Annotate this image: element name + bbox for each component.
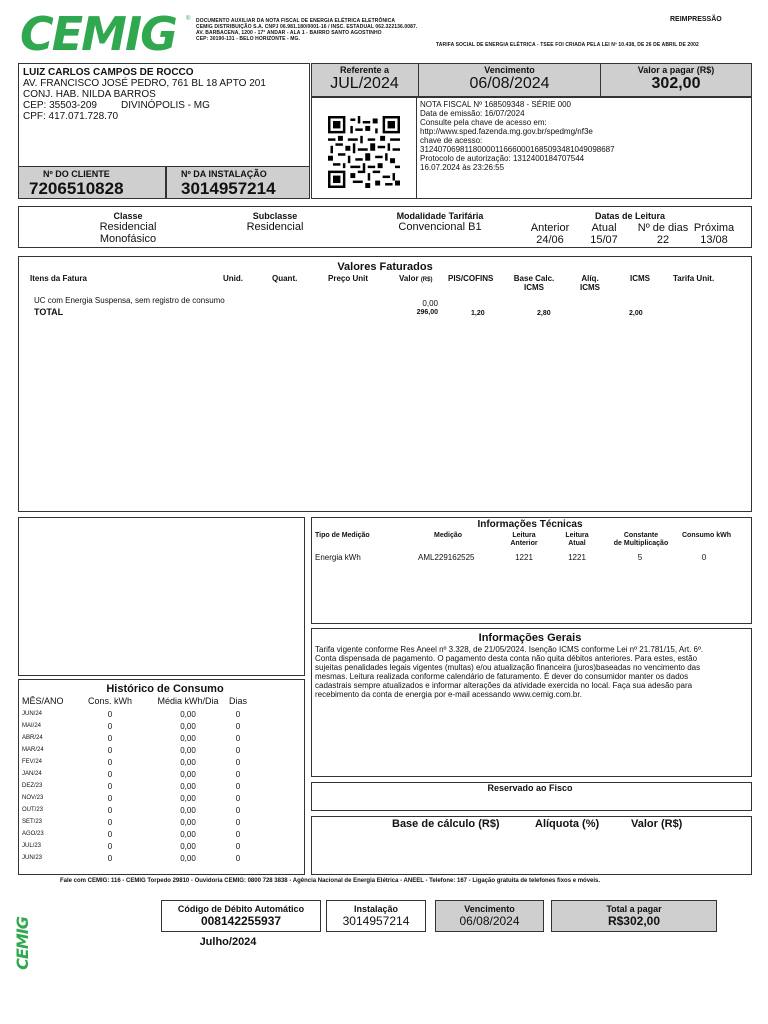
gerais-line: sujeitas penalidades legais vigentes (multas) e/ou atualização financeira (juros)baseadas no vencimento das — [315, 663, 701, 672]
gerais-line: Tarifa vigente conforme Res Aneel nº 3.328, de 21/05/2024. Isenção ICMS conforme Lei nº 21.781/15, Art. 6º. — [315, 645, 704, 654]
stub-total-box — [551, 900, 717, 932]
hist-media: 0,00 — [180, 734, 196, 743]
fisco-base: Base de cálculo (R$) — [392, 818, 500, 830]
col-pis: PIS/COFINS — [448, 274, 494, 283]
doc-line: CEMIG DISTRIBUIÇÃO S.A. CNPJ 06.981.180/0001-16 / INSC. ESTADUAL 062.322136.0087. — [196, 24, 418, 30]
due-value: 06/08/2024 — [469, 75, 550, 92]
gerais-line: Conta dispensada de pagamento. O pagamento desta conta não quita débitos anteriores. Para estes, estão — [315, 654, 698, 663]
hist-media: 0,00 — [180, 854, 196, 863]
subclasse-value: Residencial — [246, 221, 304, 233]
anterior-value: 24/06 — [536, 234, 564, 246]
client-number-label: Nº DO CLIENTE — [43, 169, 110, 179]
nota-fiscal-info — [420, 100, 750, 172]
nota-line: 16.07.2024 às 23:26:55 — [420, 163, 505, 172]
hist-cons: 0 — [107, 734, 113, 743]
doc-line: DOCUMENTO AUXILIAR DA NOTA FISCAL DE ENERGIA ELÉTRICA ELETRÔNICA — [196, 18, 396, 24]
hist-cons: 0 — [107, 818, 113, 827]
stub-due-value: 06/08/2024 — [459, 914, 520, 928]
hist-media: 0,00 — [180, 770, 196, 779]
hist-mes: ABR/24 — [22, 735, 43, 741]
stub-due-box — [435, 900, 544, 932]
customer-cep: CEP: 35503-209 — [23, 100, 97, 111]
fisco-aliquota: Alíquota (%) — [535, 818, 600, 830]
contact-line: Fale com CEMIG: 116 - CEMIG Torpedo 29810 - Ouvidoria CEMIG: 0800 728 3838 - Agência Nacional de Energia Elétrica - ANEEL - Telefone: 167 - Ligação gratuita de telefones fixos e móveis. — [60, 878, 601, 884]
hist-row — [22, 770, 262, 779]
hist-dias: 0 — [235, 794, 241, 803]
hist-cons: 0 — [107, 854, 113, 863]
qr-code-icon — [328, 116, 400, 188]
tec-col-anterior-2: Anterior — [510, 540, 538, 547]
hist-media: 0,00 — [180, 830, 196, 839]
atual-value: 15/07 — [590, 234, 618, 246]
installation-label: Nº DA INSTALAÇÃO — [181, 169, 267, 179]
total-pis: 1,20 — [471, 310, 485, 317]
hist-dias: 0 — [235, 806, 241, 815]
hist-row — [22, 830, 262, 839]
tec-atual: 1221 — [568, 553, 586, 562]
customer-city: DIVINÓPOLIS - MG — [121, 100, 210, 111]
valores-box — [18, 256, 752, 512]
tec-col-constante — [604, 532, 678, 548]
col-aliq-line2: ICMS — [580, 283, 600, 292]
fisco-valor: Valor (R$) — [631, 818, 683, 830]
reading-dates — [527, 222, 737, 246]
hist-col-cons: Cons. kWh — [87, 696, 132, 706]
hist-row — [22, 710, 262, 719]
hist-cons: 0 — [107, 782, 113, 791]
nota-line: Protocolo de autorização: 1312400184707544 — [420, 154, 585, 163]
hist-dias: 0 — [235, 746, 241, 755]
col-itens: Itens da Fatura — [30, 274, 87, 283]
hist-col-media: Média kWh/Dia — [157, 696, 219, 706]
hist-col-dias: Dias — [228, 696, 247, 706]
doc-line: AV. BARBACENA, 1200 - 17° ANDAR - ALA 1 - BAIRRO SANTO AGOSTINHO — [196, 30, 382, 36]
hist-cons: 0 — [107, 722, 113, 731]
hist-mes: FEV/24 — [22, 759, 43, 765]
hist-cons: 0 — [107, 770, 113, 779]
classe-value2: Monofásico — [99, 233, 157, 245]
proxima-label: Próxima — [693, 222, 735, 234]
subclasse-label: Subclasse — [252, 211, 298, 221]
hist-dias: 0 — [235, 818, 241, 827]
tec-col-atual — [555, 532, 599, 548]
hist-dias: 0 — [235, 770, 241, 779]
col-base-line2: ICMS — [524, 283, 544, 292]
tec-consumo: 0 — [701, 553, 707, 562]
tec-col-consumo: Consumo kWh — [682, 532, 731, 539]
customer-address2: CONJ. HAB. NILDA BARROS — [23, 89, 156, 100]
proxima-value: 13/08 — [700, 234, 728, 246]
nota-line: Consulte pela chave de acesso em: — [420, 118, 547, 127]
company-info — [196, 18, 456, 42]
tec-col-atual-2: Atual — [568, 540, 586, 547]
hist-mes: JUN/24 — [22, 711, 43, 717]
debito-box — [161, 900, 321, 932]
stub-month: Julho/2024 — [199, 936, 257, 948]
hist-media: 0,00 — [180, 710, 196, 719]
hist-dias: 0 — [235, 830, 241, 839]
col-preco: Preço Unit — [328, 274, 369, 283]
hist-media: 0,00 — [180, 794, 196, 803]
cemig-logo: CEMIG — [20, 7, 176, 61]
tec-col-atual-1: Leitura — [565, 532, 589, 539]
col-unid: Unid. — [223, 274, 243, 283]
client-number: 7206510828 — [29, 179, 124, 198]
doc-line: CEP: 30190-131 - BELO HORIZONTE - MG. — [196, 36, 300, 42]
hist-media: 0,00 — [180, 818, 196, 827]
customer-name: LUIZ CARLOS CAMPOS DE ROCCO — [23, 67, 194, 78]
customer-info — [23, 67, 303, 122]
installation-number: 3014957214 — [181, 179, 276, 198]
tec-col-tipo: Tipo de Medição — [315, 532, 370, 539]
stub-due-label: Vencimento — [464, 904, 515, 914]
hist-row — [22, 854, 262, 863]
item-desc: UC com Energia Suspensa, sem registro de consumo — [34, 296, 225, 305]
nota-access-key: 31240706981180000116660001685093481049098687 — [420, 145, 615, 154]
gerais-line: mesmas. Leitura realizada conforme calendário de faturamento. É dever do consumidor manter os dados — [315, 672, 689, 681]
hist-row — [22, 842, 262, 851]
hist-row — [22, 818, 262, 827]
classe-col — [78, 211, 178, 245]
hist-cons: 0 — [107, 758, 113, 767]
dias-value: 22 — [656, 234, 670, 246]
hist-mes: JAN/24 — [22, 771, 42, 777]
gerais-line: cadastrais sempre atualizados e informar alterações da atividade exercida no local. Faça sua adesão para — [315, 681, 693, 690]
hist-row — [22, 806, 262, 815]
hist-dias: 0 — [235, 842, 241, 851]
hist-cons: 0 — [107, 806, 113, 815]
hist-mes: MAI/24 — [22, 723, 42, 729]
hist-media: 0,00 — [180, 806, 196, 815]
registered-mark: ® — [186, 16, 191, 22]
stub-total-label: Total a pagar — [606, 904, 662, 914]
hist-mes: SET/23 — [22, 819, 43, 825]
col-icms: ICMS — [630, 274, 650, 283]
datas-label: Datas de Leitura — [594, 211, 666, 221]
due-label: Vencimento — [484, 65, 535, 75]
col-valor-unit: (R$) — [420, 277, 433, 283]
summary-row — [311, 63, 752, 97]
hist-cons: 0 — [107, 830, 113, 839]
total-label: TOTAL — [34, 307, 64, 317]
tec-col-constante-2: de Multiplicação — [613, 540, 669, 547]
stub-install-label: Instalação — [353, 904, 399, 914]
ref-value: JUL/2024 — [330, 75, 399, 92]
modalidade-label: Modalidade Tarifária — [396, 211, 484, 221]
hist-cons: 0 — [107, 710, 113, 719]
hist-row — [22, 758, 262, 767]
tec-constante: 5 — [637, 553, 643, 562]
classe-label: Classe — [113, 211, 143, 221]
classe-value: Residencial — [99, 221, 157, 233]
nota-line: chave de acesso: — [420, 136, 483, 145]
hist-row — [22, 722, 262, 731]
col-aliq — [574, 274, 606, 292]
customer-cpf: CPF: 417.071.728.70 — [23, 111, 119, 122]
col-tarifa: Tarifa Unit. — [673, 274, 715, 283]
hist-cons: 0 — [107, 794, 113, 803]
gerais-title: Informações Gerais — [478, 632, 582, 644]
divider — [416, 97, 417, 199]
hist-mes: OUT/23 — [22, 807, 44, 813]
customer-address1: AV. FRANCISCO JOSÉ PEDRO, 761 BL 18 APTO 201 — [23, 78, 266, 89]
hist-media: 0,00 — [180, 782, 196, 791]
reprint-label: REIMPRESSÃO — [670, 16, 722, 23]
hist-row — [22, 746, 262, 755]
hist-row — [22, 782, 262, 791]
modalidade-value: Convencional B1 — [398, 221, 482, 233]
hist-dias: 0 — [235, 854, 241, 863]
nota-line: Data de emissão: 16/07/2024 — [420, 109, 525, 118]
tec-col-anterior — [502, 532, 546, 548]
hist-dias: 0 — [235, 722, 241, 731]
social-tariff: TARIFA SOCIAL DE ENERGIA ELÉTRICA - TSEE FOI CRIADA PELA LEI Nº 10.438, DE 26 DE ABRIL DE 2002 — [436, 42, 699, 48]
hist-mes: JUN/23 — [22, 855, 43, 861]
hist-dias: 0 — [235, 734, 241, 743]
dias-label: Nº de dias — [637, 222, 689, 234]
hist-row — [22, 794, 262, 803]
hist-dias: 0 — [235, 710, 241, 719]
hist-media: 0,00 — [180, 758, 196, 767]
hist-mes: AGO/23 — [22, 831, 44, 837]
total-base: 2,80 — [537, 310, 551, 317]
col-valor-label: Valor — [399, 274, 419, 283]
total-icms: 2,00 — [629, 310, 643, 317]
side-cemig-logo — [10, 916, 40, 976]
hist-media: 0,00 — [180, 746, 196, 755]
hist-dias: 0 — [235, 758, 241, 767]
hist-media: 0,00 — [180, 722, 196, 731]
side-logo-text: CEMIG — [12, 917, 32, 970]
col-base — [508, 274, 560, 292]
hist-col-mes: MÊS/ANO — [22, 696, 64, 706]
atual-label: Atual — [591, 222, 617, 234]
fisco-values-box — [311, 816, 752, 875]
installation-number-box — [166, 166, 310, 199]
pay-value: 302,00 — [651, 75, 701, 92]
anterior-label: Anterior — [530, 222, 570, 234]
pay-label: Valor a pagar (R$) — [637, 65, 715, 75]
hist-mes: NOV/23 — [22, 795, 44, 801]
gerais-line: recebimento da conta de energia por e-mail acessando www.cemig.com.br. — [315, 690, 582, 699]
hist-cons: 0 — [107, 842, 113, 851]
stub-install-box — [326, 900, 426, 932]
tec-col-constante-1: Constante — [623, 532, 659, 539]
hist-cons: 0 — [107, 746, 113, 755]
hist-mes: JUL/23 — [22, 843, 42, 849]
tec-tipo: Energia kWh — [315, 553, 361, 562]
item-valor: 0,00 — [422, 299, 438, 308]
modalidade-col — [375, 211, 505, 233]
debito-label: Código de Débito Automático — [177, 904, 305, 914]
hist-mes: DEZ/23 — [22, 783, 43, 789]
client-number-box — [18, 166, 166, 199]
debito-value: 008142255937 — [200, 914, 282, 928]
stub-total-value: R$302,00 — [607, 914, 661, 928]
col-aliq-line1: Alíq. — [581, 274, 599, 283]
blank-box — [18, 517, 305, 676]
col-valor — [399, 274, 432, 284]
fisco-label: Reservado ao Fisco — [487, 783, 573, 793]
total-valor: 296,00 — [416, 309, 438, 316]
subclasse-col — [225, 211, 325, 233]
tec-anterior: 1221 — [515, 553, 533, 562]
stub-install-value: 3014957214 — [342, 914, 410, 928]
nota-line: NOTA FISCAL Nº 168509348 - SÉRIE 000 — [420, 100, 571, 109]
col-quant: Quant. — [272, 274, 298, 283]
historico-title: Histórico de Consumo — [106, 683, 224, 695]
col-base-line1: Base Calc. — [513, 274, 555, 283]
hist-media: 0,00 — [180, 842, 196, 851]
historico-header — [22, 697, 262, 706]
ref-label: Referente a — [339, 65, 390, 75]
valores-title: Valores Faturados — [337, 261, 433, 273]
gerais-text — [315, 645, 749, 699]
tec-medicao: AML229162525 — [418, 553, 475, 562]
nota-link[interactable]: http://www.sped.fazenda.mg.gov.br/spedmg/nf3e — [420, 127, 593, 136]
tec-col-anterior-1: Leitura — [512, 532, 536, 539]
hist-dias: 0 — [235, 782, 241, 791]
tecnicas-title: Informações Técnicas — [477, 519, 583, 530]
hist-mes: MAR/24 — [22, 747, 44, 753]
hist-row — [22, 734, 262, 743]
tec-col-medicao: Medição — [434, 532, 463, 539]
